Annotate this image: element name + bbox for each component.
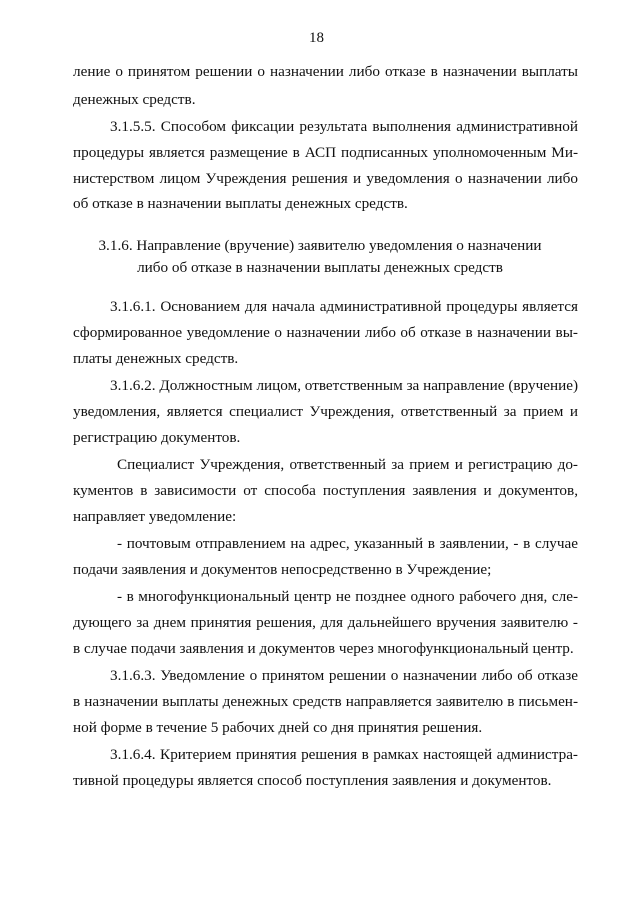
text-line: Специалист Учреждения, ответственный за прием и регистрацию до-	[117, 456, 578, 473]
text-line: в случае подачи заявления и документов через многофункциональный центр.	[73, 640, 574, 657]
text-line: процедуры является размещение в АСП подписанных уполномоченным Ми-	[73, 144, 578, 161]
text-line: в назначении выплаты денежных средств направляется заявителю в письмен-	[73, 693, 578, 710]
section-heading: либо об отказе в назначении выплаты денежных средств	[137, 259, 503, 276]
text-line: уведомления, является специалист Учреждения, ответственный за прием и	[73, 403, 578, 420]
text-line: 3.1.6.3. Уведомление о принятом решении о назначении либо об отказе	[110, 667, 578, 684]
text-line: регистрацию документов.	[73, 429, 241, 446]
text-line: направляет уведомление:	[73, 508, 237, 525]
text-line: 3.1.6.2. Должностным лицом, ответственным за направление (вручение)	[110, 377, 578, 394]
text-line: ной форме в течение 5 рабочих дней со дня принятия решения.	[73, 719, 483, 736]
page-number: 18	[309, 30, 324, 46]
text-line: 3.1.5.5. Способом фиксации результата выполнения административной	[110, 118, 578, 135]
text-line: 3.1.6.1. Основанием для начала административной процедуры является	[110, 298, 578, 315]
text-line: об отказе в назначении выплаты денежных средств.	[73, 195, 408, 212]
text-line: сформированное уведомление о назначении либо об отказе в назначении вы-	[73, 324, 578, 341]
text-line: - почтовым отправлением на адрес, указанный в заявлении, - в случае	[117, 535, 578, 552]
text-line: подачи заявления и документов непосредственно в Учреждение;	[73, 561, 492, 578]
text-line: денежных средств.	[73, 91, 196, 108]
section-heading: 3.1.6. Направление (вручение) заявителю уведомления о назначении	[98, 237, 542, 254]
text-line: - в многофункциональный центр не позднее одного рабочего дня, сле-	[117, 588, 578, 605]
text-line: дующего за днем принятия решения, для дальнейшего вручения заявителю -	[73, 614, 578, 631]
text-line: 3.1.6.4. Критерием принятия решения в рамках настоящей администра-	[110, 746, 578, 763]
text-line: кументов в зависимости от способа поступления заявления и документов,	[73, 482, 578, 499]
text-line: нистерством лицом Учреждения решения и уведомления о назначении либо	[73, 170, 578, 187]
text-line: тивной процедуры является способ поступления заявления и документов.	[73, 772, 552, 789]
text-line: платы денежных средств.	[73, 350, 239, 367]
text-line: ление о принятом решении о назначении либо отказе в назначении выплаты	[73, 63, 578, 80]
